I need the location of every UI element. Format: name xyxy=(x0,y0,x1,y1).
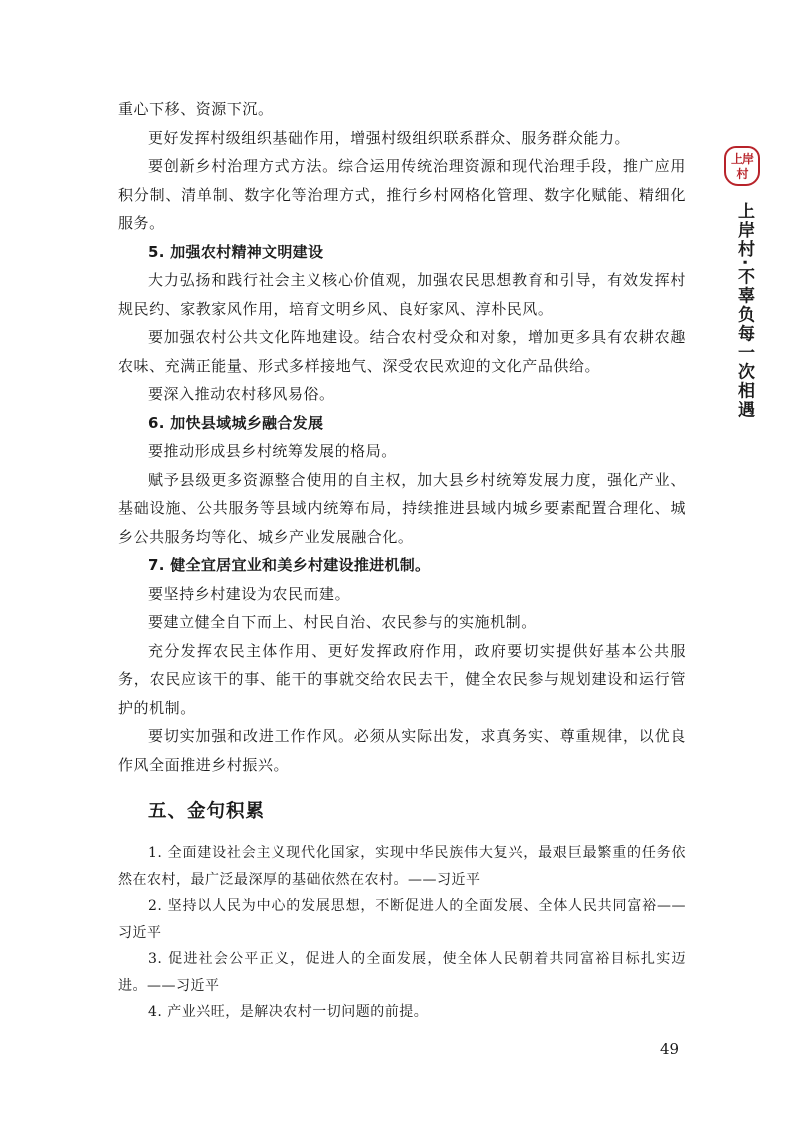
seal-logo: 上岸村 xyxy=(724,146,760,186)
paragraph: 要切实加强和改进工作作风。必须从实际出发，求真务实、尊重规律，以优良作风全面推进乡村振兴。 xyxy=(118,727,686,774)
paragraph: 要建立健全自下而上、村民自治、农民参与的实施机制。 xyxy=(148,613,537,631)
page-content xyxy=(118,95,686,1026)
vertical-book-title: 上岸村·不辜负每一次相遇 xyxy=(734,202,754,420)
paragraph: 赋予县级更多资源整合使用的自主权，加大县乡村统筹发展力度，强化产业、基础设施、公共服务等县域内统筹布局，持续推进县域内城乡要素配置合理化、城乡公共服务均等化、城乡产业发展融合化。 xyxy=(118,470,686,546)
side-margin-title xyxy=(721,146,765,419)
paragraph: 大力弘扬和践行社会主义核心价值观，加强农民思想教育和引导，有效发挥村规民约、家教家风作用，培育文明乡风、良好家风、淳朴民风。 xyxy=(118,271,686,318)
subsection-heading-5: 5. 加强农村精神文明建设 xyxy=(148,242,324,261)
paragraph: 要推动形成县乡村统筹发展的格局。 xyxy=(148,442,397,460)
paragraph: 重心下移、资源下沉。 xyxy=(118,100,274,118)
paragraph: 要坚持乡村建设为农民而建。 xyxy=(148,584,351,603)
subsection-heading-6: 6. 加快县域城乡融合发展 xyxy=(148,413,324,432)
paragraph: 要创新乡村治理方式方法。综合运用传统治理资源和现代治理手段，推广应用积分制、清单制、数字化等治理方式，推行乡村网格化管理、数字化赋能、精细化服务。 xyxy=(118,157,686,232)
paragraph: 要深入推动农村移风易俗。 xyxy=(148,385,335,403)
paragraph: 要加强农村公共文化阵地建设。结合农村受众和对象，增加更多具有农耕农趣农味、充满正能量、形式多样接地气、深受农民欢迎的文化产品供给。 xyxy=(118,328,686,375)
paragraph: 充分发挥农民主体作用、更好发挥政府作用，政府要切实提供好基本公共服务，农民应该干的事、能干的事就交给农民去干，健全农民参与规划建设和运行管护的机制。 xyxy=(118,641,686,717)
quote-item: 1. 全面建设社会主义现代化国家，实现中华民族伟大复兴，最艰巨最繁重的任务依然在农村，最广泛最深厚的基础依然在农村。——习近平 xyxy=(118,845,686,888)
quote-item: 4. 产业兴旺，是解决农村一切问题的前提。 xyxy=(148,1004,429,1020)
section-heading: 五、金句积累 xyxy=(148,801,266,822)
page-number: 49 xyxy=(660,1040,680,1058)
subsection-heading-7: 7. 健全宜居宜业和美乡村建设推进机制。 xyxy=(148,556,431,574)
quote-item: 3. 促进社会公平正义，促进人的全面发展，使全体人民朝着共同富裕目标扎实迈进。——习近平 xyxy=(118,951,686,994)
paragraph: 更好发挥村级组织基础作用，增强村级组织联系群众、服务群众能力。 xyxy=(148,128,631,147)
quote-item: 2. 坚持以人民为中心的发展思想，不断促进人的全面发展、全体人民共同富裕——习近平 xyxy=(118,898,686,941)
